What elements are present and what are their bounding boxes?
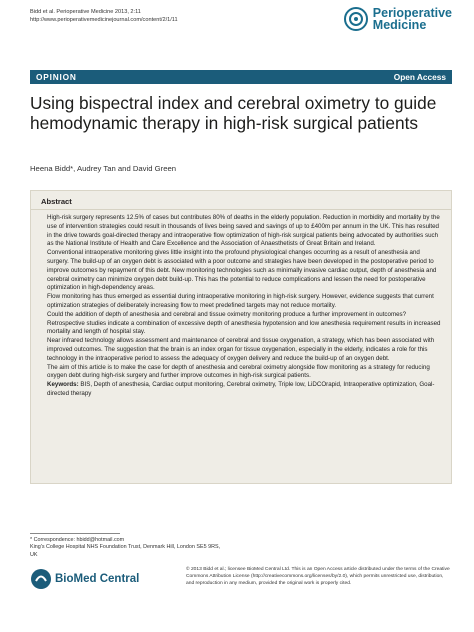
publisher-name: BioMed Central [55, 573, 140, 585]
abstract-body [31, 210, 451, 399]
abstract-box [30, 190, 452, 484]
section-bar [30, 70, 452, 84]
citation-line: Bidd et al. Perioperative Medicine 2013, 2:11 [30, 9, 141, 15]
article-type-label: OPINION [36, 72, 77, 82]
abstract-heading: Abstract [31, 191, 451, 210]
license-text: © 2013 Bidd et al.; licensee BioMed Central Ltd. This is an Open Access article distributed under the terms of the Creative Commons Attribution License (http://creativecommons.org/licenses/by/2.0), which permits unrestricted use, distribution, and reproduction in any medium, provided the original work is properly cited. [186, 567, 450, 586]
publisher-logo [30, 568, 139, 590]
affiliation: King's College Hospital NHS Foundation Trust, Denmark Hill, London SE5 9RS, [30, 544, 221, 551]
journal-emblem-icon [343, 6, 369, 32]
journal-name-line2: Medicine [372, 18, 427, 32]
abstract-paragraph: Could the addition of depth of anesthesia and cerebral and tissue oximetry monitoring produce a further improvement in outcomes? [47, 310, 407, 318]
abstract-paragraph: High-risk surgery represents 12.5% of cases but contributes 80% of deaths in the elderly population. Reduction in morbidity and mortality by the use of intervention strategies could result in thousands of lives being saved and savings of up to £400m per annum in the UK. This has resulted in the drive towards goal-directed therapy and intraoperative flow optimization of high-risk surgical patients being advocated by authorities such as the National Institute of Health and Care Excellence and the Association of Anaesthetists of Great Britain and Ireland. [47, 214, 440, 248]
abstract-paragraph: Retrospective studies indicate a combination of excessive depth of anesthesia hypotension and low anesthesia requirement results in increased mortality and length of hospital stay. [47, 319, 441, 336]
correspondence-block [30, 537, 230, 559]
open-access-label: Open Access [393, 72, 446, 82]
keywords [47, 381, 441, 399]
affiliation-country: UK [30, 551, 38, 558]
biomed-central-icon [30, 568, 52, 590]
correspondence-email[interactable]: * Correspondence: hbidd@hotmail.com [30, 537, 125, 543]
abstract-paragraph: Near infrared technology allows assessment and maintenance of cerebral and tissue oxygenation, a strategy, which has been associated with improved outcomes. The suggestion that the brain is an index organ for tissue oxygenation, especially in the elderly, indicates a role for this technology in the intraoperative period to assess the adequacy of oxygen delivery and reduce the build-up of an oxygen debt. [47, 337, 435, 362]
keywords-text: BIS, Depth of anesthesia, Cardiac output monitoring, Cerebral oximetry, Triple low, LiDCOrapid, Intraoperative optimization, Goal-directed therapy [47, 381, 435, 397]
abstract-paragraph: The aim of this article is to make the case for depth of anesthesia and cerebral oximetry alongside flow monitoring as a strategy for reducing oxygen debt during high-risk surgery and further improve outcomes in high-risk surgical patients. [47, 363, 430, 380]
article-authors: Heena Bidd*, Audrey Tan and David Green [30, 164, 177, 173]
abstract-paragraph: Conventional intraoperative monitoring gives little insight into the profound physiological changes occurring as a result of anesthesia and surgery. The build-up of an oxygen debt is associated with a poor outcome and strategies have been developed in the postoperative period to improve outcomes by repayment of this debt. New monitoring technologies such as minimally invasive cardiac output, depth of anesthesia and cerebral oximetry can minimize oxygen debt build-up. This has the potential to reduce complications and lessen the need for postoperative optimization in high-dependency areas. [47, 249, 437, 292]
keywords-label: Keywords: [47, 381, 79, 389]
journal-name-line1: Perioperative [372, 5, 452, 20]
journal-url[interactable]: http://www.perioperativemedicinejournal.com/content/2/1/11 [30, 17, 178, 23]
journal-logo [343, 6, 452, 32]
footer-divider [30, 533, 120, 534]
citation-header [30, 8, 178, 24]
abstract-paragraph: Flow monitoring has thus emerged as essential during intraoperative monitoring in high-risk surgery. However, evidence suggests that current optimization strategies of deliberately increasing flow to meet predefined targets may not reduce mortality. [47, 293, 434, 309]
article-title: Using bispectral index and cerebral oximetry to guide hemodynamic therapy in high-risk surgical patients [30, 93, 437, 133]
